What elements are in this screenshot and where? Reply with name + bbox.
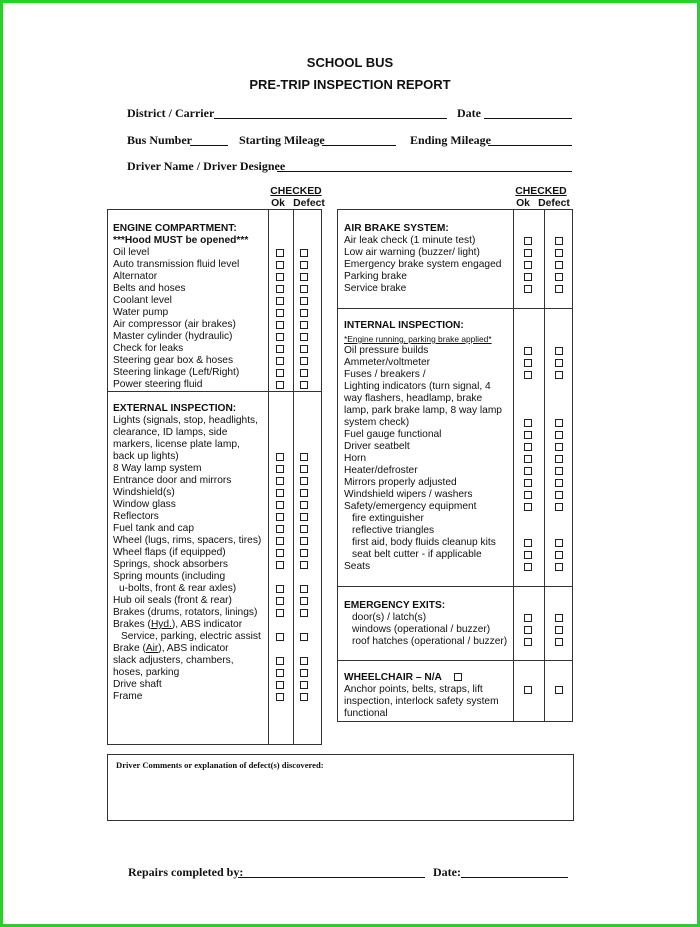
ok-header-left: Ok [271, 198, 285, 209]
external-tail-item-ok-checkbox[interactable] [276, 669, 284, 677]
engine-item: Steering linkage (Left/Right) [113, 367, 240, 378]
external-tail-item-ok-checkbox[interactable] [276, 693, 284, 701]
external-item-ok-checkbox[interactable] [276, 609, 284, 617]
internal-item-defect-checkbox[interactable] [555, 431, 563, 439]
internal-item-defect-checkbox[interactable] [555, 467, 563, 475]
repairs-label: Repairs completed by: [128, 865, 244, 879]
internal-item: Safety/emergency equipment [344, 501, 477, 512]
internal-item: Lighting indicators (turn signal, 4 [344, 381, 491, 392]
internal-item-ok-checkbox[interactable] [524, 359, 532, 367]
engine-item-defect-checkbox[interactable] [300, 381, 308, 389]
right-divider-3 [337, 660, 573, 661]
internal-item-defect-checkbox[interactable] [555, 563, 563, 571]
wheelchair-item: Anchor points, belts, straps, lift [344, 684, 483, 695]
emergency-item: roof hatches (operational / buzzer) [352, 636, 508, 647]
internal-item: Fuel gauge functional [344, 429, 442, 440]
emergency-item-ok-checkbox[interactable] [524, 638, 532, 646]
internal-item-defect-checkbox[interactable] [555, 539, 563, 547]
engine-item-defect-checkbox[interactable] [300, 249, 308, 257]
right-divider-2 [337, 586, 573, 587]
left-ok-divider [268, 209, 269, 745]
ending-mileage-label: Ending Mileage [410, 133, 492, 147]
internal-item: Driver seatbelt [344, 441, 410, 452]
air-brake-item: Low air warning (buzzer/ light) [344, 247, 480, 258]
title-school-bus: SCHOOL BUS [306, 55, 394, 70]
internal-item-ok-checkbox[interactable] [524, 419, 532, 427]
external-item: back up lights) [113, 451, 179, 462]
engine-item-ok-checkbox[interactable] [276, 357, 284, 365]
internal-item-ok-checkbox[interactable] [524, 503, 532, 511]
internal-item: Horn [344, 453, 367, 464]
checked-header-left: CHECKED [270, 186, 322, 197]
engine-item: Belts and hoses [113, 283, 186, 294]
external-item: Brakes (drums, rotators, linings) [113, 607, 258, 618]
engine-item-ok-checkbox[interactable] [276, 273, 284, 281]
external-item: Windshield(s) [113, 487, 175, 498]
emergency-title: EMERGENCY EXITS: [344, 600, 446, 611]
internal-item: Mirrors properly adjusted [344, 477, 457, 488]
external-item-ok-checkbox[interactable] [276, 465, 284, 473]
external-item-ok-checkbox[interactable] [276, 489, 284, 497]
air-brake-item: Parking brake [344, 271, 407, 282]
engine-item-defect-checkbox[interactable] [300, 333, 308, 341]
emergency-item-defect-checkbox[interactable] [555, 626, 563, 634]
internal-item-ok-checkbox[interactable] [524, 455, 532, 463]
internal-item: first aid, body fluids cleanup kits [352, 537, 496, 548]
ok-header-right: Ok [516, 198, 530, 209]
engine-item: Check for leaks [113, 343, 184, 354]
internal-item-defect-checkbox[interactable] [555, 503, 563, 511]
defect-header-left: Defect [293, 198, 325, 209]
air-brake-item: Service brake [344, 283, 407, 294]
engine-item-ok-checkbox[interactable] [276, 345, 284, 353]
service-brake-item-ok-checkbox[interactable] [276, 633, 284, 641]
title-report: PRE-TRIP INSPECTION REPORT [249, 77, 451, 92]
internal-item-defect-checkbox[interactable] [555, 359, 563, 367]
internal-note: *Engine running, parking brake applied* [344, 334, 492, 344]
external-item-ok-checkbox[interactable] [276, 561, 284, 569]
brakes-air-line: Brake (Air), ABS indicator [113, 643, 229, 654]
engine-item-ok-checkbox[interactable] [276, 261, 284, 269]
wheelchair-na-checkbox[interactable] [454, 673, 462, 681]
engine-item-defect-checkbox[interactable] [300, 273, 308, 281]
driver-name-field[interactable] [277, 171, 572, 172]
external-item-ok-checkbox[interactable] [276, 453, 284, 461]
external-tail-item-defect-checkbox[interactable] [300, 669, 308, 677]
external-item: Spring mounts (including [113, 571, 226, 582]
external-item: u-bolts, front & rear axles) [119, 583, 237, 594]
starting-mileage-label: Starting Mileage [239, 133, 325, 147]
external-tail-item: Frame [113, 691, 143, 702]
external-item: Hub oil seals (front & rear) [113, 595, 232, 606]
external-item-defect-checkbox[interactable] [300, 585, 308, 593]
external-item: Lights (signals, stop, headlights, [113, 415, 258, 426]
external-item-ok-checkbox[interactable] [276, 585, 284, 593]
internal-item-defect-checkbox[interactable] [555, 455, 563, 463]
external-tail-item-ok-checkbox[interactable] [276, 681, 284, 689]
air-brake-title: AIR BRAKE SYSTEM: [344, 223, 449, 234]
wheelchair-title: WHEELCHAIR – N/A [344, 672, 442, 683]
external-item-ok-checkbox[interactable] [276, 549, 284, 557]
engine-item-ok-checkbox[interactable] [276, 309, 284, 317]
engine-item-defect-checkbox[interactable] [300, 345, 308, 353]
wheelchair-item-defect-checkbox[interactable] [555, 686, 563, 694]
internal-item: seat belt cutter - if applicable [352, 549, 482, 560]
engine-item: Auto transmission fluid level [113, 259, 240, 270]
external-item: clearance, ID lamps, side [113, 427, 228, 438]
engine-item-ok-checkbox[interactable] [276, 381, 284, 389]
defect-header-right: Defect [538, 198, 570, 209]
emergency-item-ok-checkbox[interactable] [524, 626, 532, 634]
engine-item-defect-checkbox[interactable] [300, 261, 308, 269]
air-brake-item-defect-checkbox[interactable] [555, 249, 563, 257]
repairs-field[interactable] [238, 877, 425, 878]
external-item-defect-checkbox[interactable] [300, 561, 308, 569]
internal-item-defect-checkbox[interactable] [555, 371, 563, 379]
brakes-hyd-line: Brakes (Hyd.), ABS indicator [113, 619, 243, 630]
engine-item-ok-checkbox[interactable] [276, 249, 284, 257]
engine-item: Alternator [113, 271, 158, 282]
engine-item-ok-checkbox[interactable] [276, 369, 284, 377]
external-item-defect-checkbox[interactable] [300, 597, 308, 605]
internal-item-defect-checkbox[interactable] [555, 551, 563, 559]
emergency-item: windows (operational / buzzer) [352, 624, 491, 635]
internal-item-ok-checkbox[interactable] [524, 491, 532, 499]
external-item-defect-checkbox[interactable] [300, 513, 308, 521]
external-item: Reflectors [113, 511, 159, 522]
internal-item-defect-checkbox[interactable] [555, 491, 563, 499]
external-item-defect-checkbox[interactable] [300, 477, 308, 485]
air-brake-item-defect-checkbox[interactable] [555, 261, 563, 269]
emergency-item: door(s) / latch(s) [352, 612, 427, 623]
internal-item: fire extinguisher [352, 513, 424, 524]
engine-item-defect-checkbox[interactable] [300, 297, 308, 305]
external-tail-item: Drive shaft [113, 679, 162, 690]
external-item-defect-checkbox[interactable] [300, 465, 308, 473]
engine-item-ok-checkbox[interactable] [276, 333, 284, 341]
external-item: Wheel flaps (if equipped) [113, 547, 226, 558]
internal-item-defect-checkbox[interactable] [555, 479, 563, 487]
engine-item-ok-checkbox[interactable] [276, 297, 284, 305]
external-title: EXTERNAL INSPECTION: [113, 403, 237, 414]
bus-number-field[interactable] [190, 145, 228, 146]
internal-item-defect-checkbox[interactable] [555, 347, 563, 355]
service-brake-item-defect-checkbox[interactable] [300, 633, 308, 641]
air-brake-item-ok-checkbox[interactable] [524, 261, 532, 269]
left-defect-divider [293, 209, 294, 745]
engine-item-defect-checkbox[interactable] [300, 357, 308, 365]
internal-item: way flashers, headlamp, brake [344, 393, 483, 404]
starting-mileage-field[interactable] [322, 145, 396, 146]
date-label: Date [457, 106, 481, 120]
internal-item-ok-checkbox[interactable] [524, 551, 532, 559]
air-brake-item-ok-checkbox[interactable] [524, 285, 532, 293]
engine-item: Master cylinder (hydraulic) [113, 331, 233, 342]
external-tail-item-defect-checkbox[interactable] [300, 657, 308, 665]
air-brake-item-ok-checkbox[interactable] [524, 237, 532, 245]
engine-item-defect-checkbox[interactable] [300, 285, 308, 293]
internal-item-ok-checkbox[interactable] [524, 467, 532, 475]
external-item-defect-checkbox[interactable] [300, 537, 308, 545]
engine-item-defect-checkbox[interactable] [300, 321, 308, 329]
engine-item: Coolant level [113, 295, 172, 306]
external-item-ok-checkbox[interactable] [276, 477, 284, 485]
internal-item: system check) [344, 417, 410, 428]
external-tail-item-defect-checkbox[interactable] [300, 681, 308, 689]
external-item-defect-checkbox[interactable] [300, 489, 308, 497]
internal-item-ok-checkbox[interactable] [524, 443, 532, 451]
internal-title: INTERNAL INSPECTION: [344, 320, 464, 331]
external-item: Fuel tank and cap [113, 523, 194, 534]
internal-item-ok-checkbox[interactable] [524, 431, 532, 439]
internal-item-ok-checkbox[interactable] [524, 539, 532, 547]
external-item: Entrance door and mirrors [113, 475, 232, 486]
engine-item-defect-checkbox[interactable] [300, 309, 308, 317]
external-tail-item-ok-checkbox[interactable] [276, 657, 284, 665]
internal-item-ok-checkbox[interactable] [524, 371, 532, 379]
engine-title: ENGINE COMPARTMENT: [113, 223, 237, 234]
right-defect-divider [544, 209, 545, 722]
date-field[interactable] [484, 118, 572, 119]
internal-item: Heater/defroster [344, 465, 418, 476]
external-item-ok-checkbox[interactable] [276, 501, 284, 509]
internal-item-ok-checkbox[interactable] [524, 563, 532, 571]
air-brake-item: Air leak check (1 minute test) [344, 235, 476, 246]
external-item-ok-checkbox[interactable] [276, 537, 284, 545]
internal-item: Ammeter/voltmeter [344, 357, 431, 368]
emergency-item-ok-checkbox[interactable] [524, 614, 532, 622]
air-brake-item-ok-checkbox[interactable] [524, 249, 532, 257]
air-brake-item-ok-checkbox[interactable] [524, 273, 532, 281]
internal-item: Windshield wipers / washers [344, 489, 473, 500]
external-item-ok-checkbox[interactable] [276, 597, 284, 605]
engine-item-ok-checkbox[interactable] [276, 321, 284, 329]
external-item: 8 Way lamp system [113, 463, 202, 474]
external-item-ok-checkbox[interactable] [276, 525, 284, 533]
air-brake-item-defect-checkbox[interactable] [555, 273, 563, 281]
driver-name-label: Driver Name / Driver Designee [127, 159, 286, 173]
wheelchair-item-ok-checkbox[interactable] [524, 686, 532, 694]
internal-item: lamp, park brake lamp, 8 way lamp [344, 405, 502, 416]
external-tail-item-defect-checkbox[interactable] [300, 693, 308, 701]
external-item-ok-checkbox[interactable] [276, 513, 284, 521]
external-item: markers, license plate lamp, [113, 439, 240, 450]
footer-date-field[interactable] [461, 877, 568, 878]
service-line: Service, parking, electric assist [121, 631, 261, 642]
external-item-defect-checkbox[interactable] [300, 609, 308, 617]
internal-item: Fuses / breakers / [344, 369, 426, 380]
comments-label: Driver Comments or explanation of defect(s) discovered: [116, 760, 324, 770]
district-field[interactable] [214, 118, 447, 119]
emergency-item-defect-checkbox[interactable] [555, 638, 563, 646]
wheelchair-item: functional [344, 708, 388, 719]
external-tail-item: hoses, parking [113, 667, 180, 678]
internal-item: Seats [344, 561, 371, 572]
engine-item: Power steering fluid [113, 379, 203, 390]
internal-item-ok-checkbox[interactable] [524, 479, 532, 487]
checked-header-right: CHECKED [515, 186, 567, 197]
internal-item-ok-checkbox[interactable] [524, 347, 532, 355]
external-tail-item: slack adjusters, chambers, [113, 655, 234, 666]
external-item-defect-checkbox[interactable] [300, 453, 308, 461]
engine-item: Steering gear box & hoses [113, 355, 234, 366]
engine-item-defect-checkbox[interactable] [300, 369, 308, 377]
footer-date-label: Date: [433, 865, 461, 879]
engine-note: ***Hood MUST be opened*** [113, 235, 249, 246]
right-ok-divider [513, 209, 514, 722]
external-item: Wheel (lugs, rims, spacers, tires) [113, 535, 262, 546]
air-brake-item: Emergency brake system engaged [344, 259, 502, 270]
external-item-defect-checkbox[interactable] [300, 549, 308, 557]
external-item-defect-checkbox[interactable] [300, 525, 308, 533]
engine-item-ok-checkbox[interactable] [276, 285, 284, 293]
air-brake-item-defect-checkbox[interactable] [555, 285, 563, 293]
external-item: Window glass [113, 499, 176, 510]
internal-item: Oil pressure builds [344, 345, 429, 356]
internal-item-defect-checkbox[interactable] [555, 443, 563, 451]
bus-number-label: Bus Number [127, 133, 193, 147]
air-brake-item-defect-checkbox[interactable] [555, 237, 563, 245]
ending-mileage-field[interactable] [488, 145, 572, 146]
internal-item-defect-checkbox[interactable] [555, 419, 563, 427]
external-item: Springs, shock absorbers [113, 559, 228, 570]
district-label: District / Carrier [127, 106, 215, 120]
engine-item: Oil level [113, 247, 150, 258]
left-section-divider [107, 391, 322, 392]
internal-item: reflective triangles [352, 525, 435, 536]
right-divider-1 [337, 308, 573, 309]
emergency-item-defect-checkbox[interactable] [555, 614, 563, 622]
wheelchair-item: inspection, interlock safety system [344, 696, 499, 707]
engine-item: Air compressor (air brakes) [113, 319, 236, 330]
engine-item: Water pump [113, 307, 169, 318]
external-item-defect-checkbox[interactable] [300, 501, 308, 509]
